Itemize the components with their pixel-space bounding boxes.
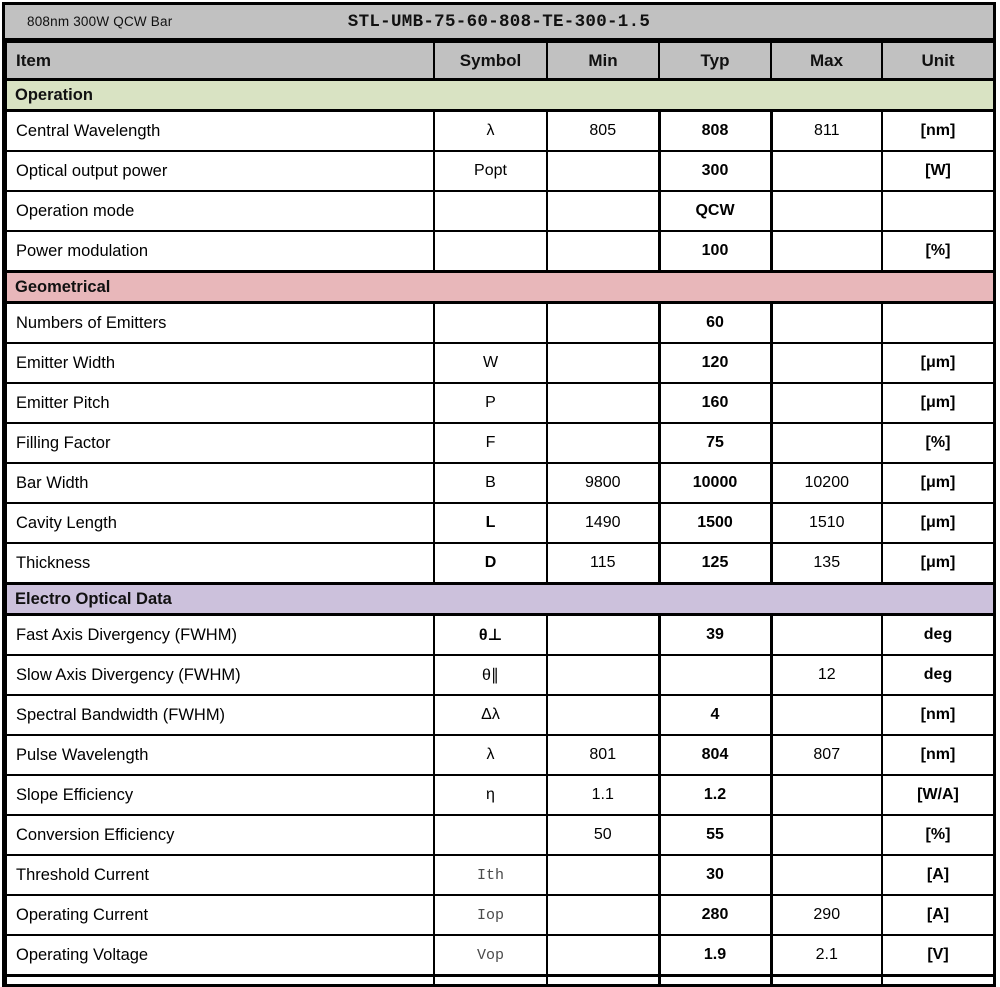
symbol-cell: D [434,543,547,584]
column-header-typ: Typ [659,42,771,80]
table-row [6,895,994,935]
table-row [6,383,994,423]
min-cell: 115 [547,543,659,584]
unit-cell: [μm] [882,503,994,543]
partial-cell [547,976,659,985]
table-row [6,111,994,152]
partial-cell [434,976,547,985]
typ-cell: 804 [659,735,771,775]
typ-cell: 4 [659,695,771,735]
typ-cell: 300 [659,151,771,191]
item-cell: Numbers of Emitters [6,303,434,344]
table-row [6,423,994,463]
column-header-unit: Unit [882,42,994,80]
column-header-item: Item [6,42,434,80]
max-cell: 1510 [771,503,882,543]
symbol-cell [434,303,547,344]
section-row-geometrical [6,272,994,303]
item-cell: Fast Axis Divergency (FWHM) [6,615,434,656]
min-cell [547,303,659,344]
typ-cell: 39 [659,615,771,656]
symbol-cell: L [434,503,547,543]
symbol-cell [434,231,547,272]
unit-cell: [%] [882,423,994,463]
max-cell [771,855,882,895]
unit-cell: [W] [882,151,994,191]
table-row [6,503,994,543]
table-row [6,735,994,775]
typ-cell: 10000 [659,463,771,503]
max-cell [771,151,882,191]
table-row [6,303,994,344]
symbol-cell: P [434,383,547,423]
column-header-min: Min [547,42,659,80]
item-cell: Power modulation [6,231,434,272]
min-cell [547,615,659,656]
item-cell: Bar Width [6,463,434,503]
table-row [6,855,994,895]
unit-cell [882,303,994,344]
typ-cell: 125 [659,543,771,584]
symbol-cell: Ith [434,855,547,895]
table-row [6,695,994,735]
symbol-cell: η [434,775,547,815]
section-header-electro-optical-data: Electro Optical Data [6,584,994,615]
max-cell [771,231,882,272]
symbol-cell: Δλ [434,695,547,735]
min-cell [547,695,659,735]
table-row [6,615,994,656]
max-cell: 12 [771,655,882,695]
min-cell [547,383,659,423]
item-cell: Emitter Pitch [6,383,434,423]
typ-cell: 30 [659,855,771,895]
unit-cell: [V] [882,935,994,976]
table-row [6,543,994,584]
typ-cell: 60 [659,303,771,344]
column-header-symbol: Symbol [434,42,547,80]
item-cell: Central Wavelength [6,111,434,152]
item-cell: Thickness [6,543,434,584]
unit-cell: [nm] [882,111,994,152]
spec-table [5,41,995,984]
unit-cell: [A] [882,855,994,895]
typ-cell: 1.2 [659,775,771,815]
symbol-cell: W [434,343,547,383]
item-cell: Emitter Width [6,343,434,383]
symbol-cell: Iop [434,895,547,935]
typ-cell: 120 [659,343,771,383]
max-cell [771,383,882,423]
model-number: STL-UMB-75-60-808-TE-300-1.5 [347,11,651,32]
spec-table-head [6,42,994,80]
unit-cell: [%] [882,815,994,855]
symbol-cell: F [434,423,547,463]
partial-cell [659,976,771,985]
symbol-cell: λ [434,735,547,775]
section-header-operation: Operation [6,80,994,111]
max-cell: 811 [771,111,882,152]
max-cell: 10200 [771,463,882,503]
typ-cell: 75 [659,423,771,463]
max-cell [771,343,882,383]
symbol-cell: Vop [434,935,547,976]
symbol-cell: θ⊥ [434,615,547,656]
table-row [6,655,994,695]
min-cell: 9800 [547,463,659,503]
spec-sheet [2,2,996,987]
typ-cell: 160 [659,383,771,423]
table-row [6,935,994,976]
unit-cell: [μm] [882,383,994,423]
max-cell: 135 [771,543,882,584]
min-cell [547,423,659,463]
item-cell: Slope Efficiency [6,775,434,815]
table-row [6,343,994,383]
min-cell [547,231,659,272]
item-cell: Slow Axis Divergency (FWHM) [6,655,434,695]
max-cell: 290 [771,895,882,935]
symbol-cell: θ∥ [434,655,547,695]
partial-row [6,976,994,985]
table-row [6,815,994,855]
max-cell [771,191,882,231]
partial-cell [6,976,434,985]
min-cell: 1490 [547,503,659,543]
item-cell: Spectral Bandwidth (FWHM) [6,695,434,735]
unit-cell [882,191,994,231]
item-cell: Threshold Current [6,855,434,895]
min-cell [547,151,659,191]
column-header-row [6,42,994,80]
typ-cell: 1500 [659,503,771,543]
table-row [6,151,994,191]
symbol-cell: Popt [434,151,547,191]
min-cell: 1.1 [547,775,659,815]
section-header-geometrical: Geometrical [6,272,994,303]
section-row-electro-optical-data [6,584,994,615]
item-cell: Filling Factor [6,423,434,463]
min-cell: 805 [547,111,659,152]
typ-cell: 808 [659,111,771,152]
typ-cell: 55 [659,815,771,855]
partial-cell [882,976,994,985]
min-cell [547,895,659,935]
partial-cell [771,976,882,985]
min-cell: 50 [547,815,659,855]
symbol-cell [434,815,547,855]
min-cell [547,191,659,231]
symbol-cell: B [434,463,547,503]
unit-cell: [μm] [882,343,994,383]
item-cell: Pulse Wavelength [6,735,434,775]
title-bar [5,5,993,41]
min-cell [547,855,659,895]
symbol-cell: λ [434,111,547,152]
min-cell [547,935,659,976]
unit-cell: [W/A] [882,775,994,815]
unit-cell: deg [882,615,994,656]
column-header-max: Max [771,42,882,80]
max-cell [771,775,882,815]
item-cell: Operating Voltage [6,935,434,976]
table-row [6,463,994,503]
max-cell [771,815,882,855]
typ-cell: 1.9 [659,935,771,976]
table-row [6,191,994,231]
unit-cell: [μm] [882,543,994,584]
max-cell [771,423,882,463]
item-cell: Optical output power [6,151,434,191]
typ-cell: QCW [659,191,771,231]
symbol-cell [434,191,547,231]
product-label: 808nm 300W QCW Bar [27,14,173,29]
unit-cell: [A] [882,895,994,935]
section-row-operation [6,80,994,111]
table-row [6,775,994,815]
typ-cell: 100 [659,231,771,272]
unit-cell: deg [882,655,994,695]
table-row [6,231,994,272]
min-cell [547,343,659,383]
spec-table-body [6,80,994,985]
item-cell: Cavity Length [6,503,434,543]
item-cell: Operation mode [6,191,434,231]
typ-cell: 280 [659,895,771,935]
max-cell: 2.1 [771,935,882,976]
max-cell [771,695,882,735]
max-cell [771,615,882,656]
unit-cell: [μm] [882,463,994,503]
unit-cell: [nm] [882,735,994,775]
unit-cell: [nm] [882,695,994,735]
unit-cell: [%] [882,231,994,272]
min-cell: 801 [547,735,659,775]
max-cell: 807 [771,735,882,775]
item-cell: Conversion Efficiency [6,815,434,855]
min-cell [547,655,659,695]
max-cell [771,303,882,344]
typ-cell [659,655,771,695]
item-cell: Operating Current [6,895,434,935]
